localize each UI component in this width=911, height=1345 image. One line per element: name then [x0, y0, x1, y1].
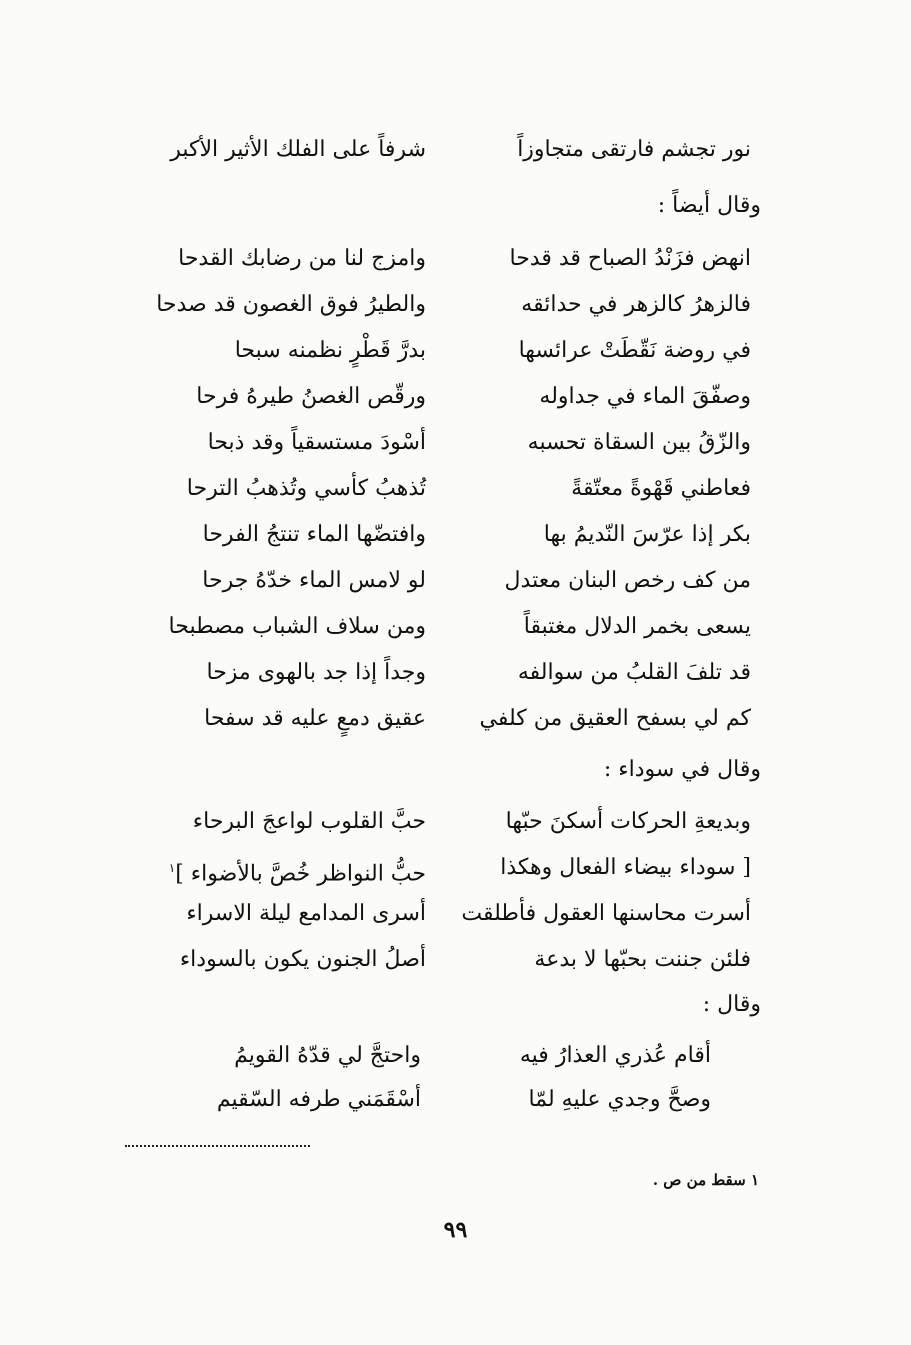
verse-first-hemistich: نور تجشم فارتقى متجاوزاً: [517, 137, 751, 162]
verse: [0, 421, 911, 465]
verse-second-hemistich: ورقّص الغصنُ طيرهُ فرحا: [196, 384, 426, 409]
verse-second-hemistich: وجداً إذا جد بالهوى مزحا: [206, 660, 426, 685]
verse-second-hemistich: واحتجَّ لي قدّهُ القويمُ: [234, 1043, 421, 1068]
verse-second-hemistich: وافتضّها الماء تنتجُ الفرحا: [202, 522, 426, 547]
verse: [0, 128, 911, 172]
verse-second-hemistich: أصلُ الجنون يكون بالسوداء: [179, 947, 426, 972]
verse-first-hemistich: وبديعةِ الحركات أسكنَ حبّها: [505, 809, 751, 834]
verse-second-hemistich: شرفاً على الفلك الأثير الأكبر: [170, 137, 426, 162]
verse-first-hemistich: والزّقُ بين السقاة تحسبه: [527, 430, 751, 455]
verse: [0, 697, 911, 741]
verse-second-hemistich: تُذهبُ كأسي وتُذهبُ الترحا: [186, 476, 426, 501]
verse-first-hemistich: فلئن جننت بحبّها لا بدعة: [534, 947, 751, 972]
verse: [0, 513, 911, 557]
footnote: ١ سقط من ص .: [652, 1171, 759, 1189]
verse: [0, 375, 911, 419]
verse: [0, 1034, 911, 1078]
verse: [0, 1078, 911, 1122]
section-heading: وقال أيضاً :: [657, 193, 761, 218]
verse-second-hemistich: لو لامس الماء خدّهُ جرحا: [202, 568, 426, 593]
verse-first-hemistich: انهض فزَنْدُ الصباح قد قدحا: [509, 246, 751, 271]
verse-second-hemistich: [169, 846, 426, 896]
verse-second-hemistich: عقيق دمعٍ عليه قد سفحا: [204, 706, 426, 731]
verse-second-hemistich: أسْودَ مستسقياً وقد ذبحا: [207, 430, 426, 455]
footnote-marker: ١: [168, 861, 176, 875]
verse: [0, 651, 911, 695]
verse: [0, 283, 911, 327]
verse-first-hemistich: أسرت محاسنها العقول فأطلقت: [461, 901, 751, 926]
verse-second-hemistich: ومن سلاف الشباب مصطبحا: [168, 614, 426, 639]
footnote-separator: [125, 1145, 310, 1147]
verse-first-hemistich: بكر إذا عرّسَ النّديمُ بها: [543, 522, 751, 547]
verse-first-hemistich: يسعى بخمر الدلال مغتبقاً: [523, 614, 751, 639]
verse-first-hemistich: [ سوداء بيضاء الفعال وهكذا: [500, 855, 751, 880]
section-heading: وقال في سوداء :: [603, 757, 761, 782]
verse: [0, 329, 911, 373]
verse: [0, 237, 911, 281]
verse-second-hemistich: أسرى المدامع ليلة الاسراء: [186, 901, 426, 926]
section-heading: وقال :: [702, 992, 761, 1017]
verse: [0, 846, 911, 890]
verse-first-hemistich: كم لي بسفح العقيق من كلفي: [479, 706, 751, 731]
verse: [0, 892, 911, 936]
verse-first-hemistich: أقام عُذري العذارُ فيه: [519, 1043, 711, 1068]
verse-second-hemistich: أسْقَمَني طرفه السّقيم: [216, 1087, 421, 1112]
verse-second-hemistich: والطيرُ فوق الغصون قد صدحا: [156, 292, 426, 317]
verse-first-hemistich: قد تلفَ القلبُ من سوالفه: [517, 660, 751, 685]
page-number: ٩٩: [443, 1217, 468, 1243]
verse-second-hemistich: بدرَّ قَطْرٍ نظمنه سبحا: [234, 338, 426, 363]
verse: [0, 800, 911, 844]
hemistich-text: حبُّ النواظر خُصَّ بالأضواء ]: [175, 861, 426, 887]
verse-first-hemistich: فعاطني قَهْوةً معتّقةً: [571, 476, 751, 501]
verse-second-hemistich: حبَّ القلوب لواعجَ البرحاء: [192, 809, 426, 834]
verse-second-hemistich: وامزج لنا من رضابك القدحا: [178, 246, 426, 271]
verse: [0, 559, 911, 603]
verse-first-hemistich: من كف رخص البنان معتدل: [504, 568, 751, 593]
verse: [0, 938, 911, 982]
verse: [0, 605, 911, 649]
verse-first-hemistich: وصحَّ وجدي عليهِ لمّا: [528, 1087, 711, 1112]
verse-first-hemistich: وصفّقَ الماء في جداوله: [539, 384, 751, 409]
verse-first-hemistich: فالزهرُ كالزهر في حدائقه: [521, 292, 751, 317]
verse-first-hemistich: في روضة نَقّطَتْ عرائسها: [518, 338, 751, 363]
verse: [0, 467, 911, 511]
